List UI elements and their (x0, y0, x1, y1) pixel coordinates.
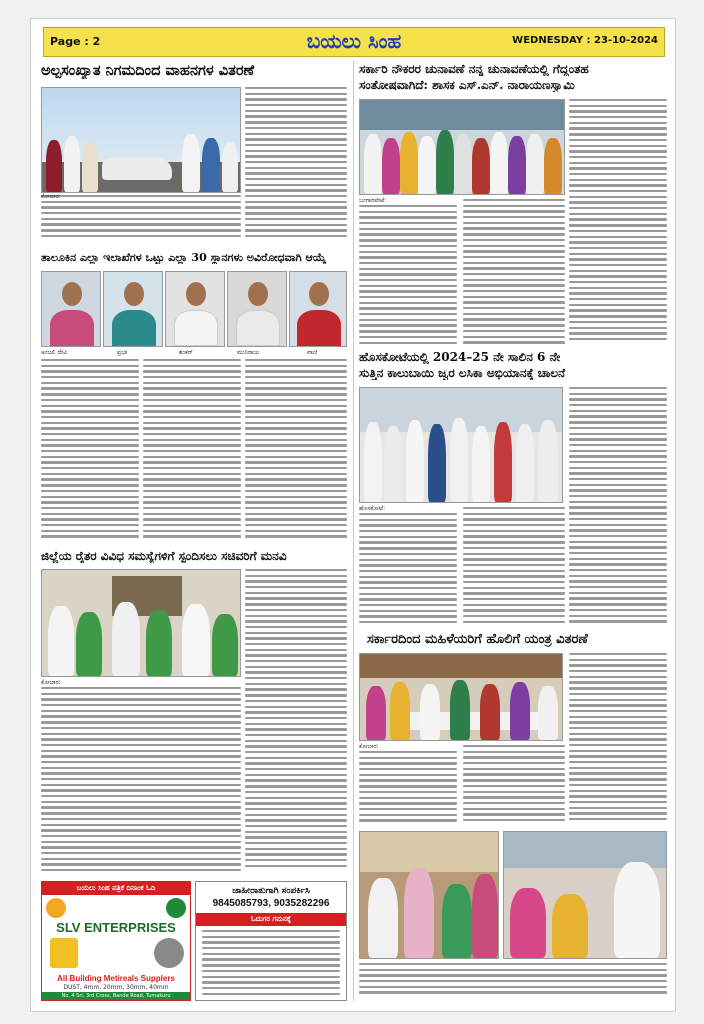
caption-employee-dateline: ಬಂಗಾರಪೇಟೆ: (359, 197, 387, 204)
photo-sewing-women-2 (503, 831, 667, 959)
newspaper-page (30, 18, 676, 1012)
gravel-icon (154, 938, 184, 968)
photo-member-4 (227, 271, 287, 347)
ad-contact[interactable] (195, 881, 347, 1001)
headline-vaccination-1: ಹೊಸಕೋಟೆಯಲ್ಲಿ 2024–25 ನೇ ಸಾಲಿನ 6 ನೇ (359, 351, 561, 364)
photo-member-3 (165, 271, 225, 347)
photo-member-2 (103, 271, 163, 347)
article-unopposed-text-a (41, 359, 139, 549)
photo-sewing-distribution (359, 653, 563, 741)
article-employee-text-a (359, 205, 457, 347)
ad-contact-title: ಜಾಹೀರಾತುಗಾಗಿ ಸಂಪರ್ಕಿಸಿ (232, 886, 310, 896)
photo-member-5 (289, 271, 347, 347)
article-vehicle-text-a (41, 195, 241, 245)
masthead (43, 27, 665, 57)
headline-unopposed-selection: ತಾಲೂಕಿನ ಎಲ್ಲಾ ಇಲಾಖೆಗಳ ಒಟ್ಟು ಎಲ್ಲಾ 30 ಸ್ಥಾನಗಳು ಅವಿರೋಧವಾಗಿ ಆಯ್ಕೆ (41, 252, 326, 264)
ad-slv-enterprises[interactable] (41, 881, 191, 1001)
headline-vaccination-2: ಸುತ್ತಿನ ಕಾಲುಬಾಯಿ ಜ್ವರ ಲಸಿಕಾ ಅಭಿಯಾನಕ್ಕೆ ಚಾಲನೆ (359, 367, 566, 380)
logo-icon (166, 898, 186, 918)
photo-vehicle-distribution (41, 87, 241, 193)
article-employee-text-c (569, 99, 667, 347)
ad-contact-sub: ಓದುಗರ ಗಮನಕ್ಕೆ (196, 913, 346, 926)
name-member-1: ಅಂಜಲಿ ದೇವಿ (41, 349, 68, 356)
caption-vaccination-dateline: ಹೊಸಕೋಟೆ: (359, 505, 386, 512)
om-icon (46, 898, 66, 918)
name-member-3: ಶಂಕರ್ (179, 349, 193, 356)
photo-member-1 (41, 271, 101, 347)
photo-employee-celebration (359, 99, 565, 195)
name-member-4: ಮುನಿರಾಜು (237, 349, 260, 356)
name-member-5: ವಾಣಿ (307, 349, 318, 356)
page-number: Page : 2 (50, 35, 101, 48)
ad-contact-phones: 9845085793, 9035282296 (212, 898, 330, 909)
article-vaccination-text-c (569, 387, 667, 629)
article-vaccination-text-a (359, 513, 457, 629)
article-vaccination-text-b (463, 507, 565, 629)
photo-vaccination-drive (359, 387, 563, 503)
article-unopposed-text-c (245, 359, 347, 549)
issue-date: WEDNESDAY : 23-10-2024 (512, 35, 658, 46)
newspaper-title: ಬಯಲು ಸಿಂಹ (306, 29, 402, 53)
article-farmers-text-a (41, 687, 241, 875)
headline-vehicle-distribution: ಅಲ್ಪಸಂಖ್ಯಾತ ನಿಗಮದಿಂದ ವಾಹನಗಳ ವಿತರಣೆ (41, 63, 255, 79)
headline-employee-election-2: ಸಂತೋಷವಾಗಿದೆ: ಶಾಸಕ ಎಸ್.ಎನ್. ನಾರಾಯಣಸ್ವಾಮಿ (359, 79, 575, 92)
article-sewing-text-c (569, 653, 667, 827)
caption-farmers-dateline: ಕೋಲಾರ: (41, 679, 61, 686)
caption-vehicle-dateline: ಕೋಲಾರ: (41, 193, 61, 200)
headline-employee-election-1: ಸರ್ಕಾರಿ ನೌಕರರ ಚುನಾವಣೆ ನನ್ನ ಚುನಾವಣೆಯಲ್ಲಿ ಗೆದ್ದಂತಹ (359, 63, 589, 76)
name-member-2: ಪ್ರಭಾ (117, 349, 128, 356)
article-unopposed-text-b (143, 359, 241, 549)
article-sewing-text-a (359, 751, 457, 827)
article-sewing-text-b (463, 745, 565, 827)
truck-icon (50, 938, 78, 968)
ad-slv-top-label: ಬಯಲು ಸಿಂಹ ಪತ್ರಿಕೆ ದಿನಾಂಕ ಓದಿ (42, 882, 190, 895)
caption-sewing-dateline: ಕೋಲಾರ: (359, 743, 379, 750)
ad-slv-tagline: All Building Metireals Supplers (57, 974, 175, 983)
article-vehicle-text-b (245, 87, 347, 245)
article-employee-text-b (463, 199, 565, 347)
headline-farmers-petition: ಜಿಲ್ಲೆಯ ರೈತರ ವಿವಿಧ ಸಮಸ್ಯೆಗಳಿಗೆ ಸ್ಪಂದಿಸಲು ಸಚಿವರಿಗೆ ಮನವಿ (41, 550, 287, 563)
article-farmers-text-b (245, 569, 347, 875)
article-collage-caption (359, 963, 667, 1003)
photo-sewing-women-1 (359, 831, 499, 959)
photo-farmers-petition (41, 569, 241, 677)
ad-slv-sizes: DUST, 4mm, 20mm, 30mm, 40mm (63, 984, 169, 991)
column-divider (353, 61, 354, 1001)
headline-sewing-machine: ಸರ್ಕಾರದಿಂದ ಮಹಿಳೆಯರಿಗೆ ಹೊಲಿಗೆ ಯಂತ್ರ ವಿತರಣೆ (367, 633, 588, 647)
ad-slv-footer: No. 4 Sri, 3rd Cross, Bande Road, Tumakuru (42, 992, 190, 1000)
ad-slv-brand: SLV ENTERPRISES (56, 920, 176, 935)
